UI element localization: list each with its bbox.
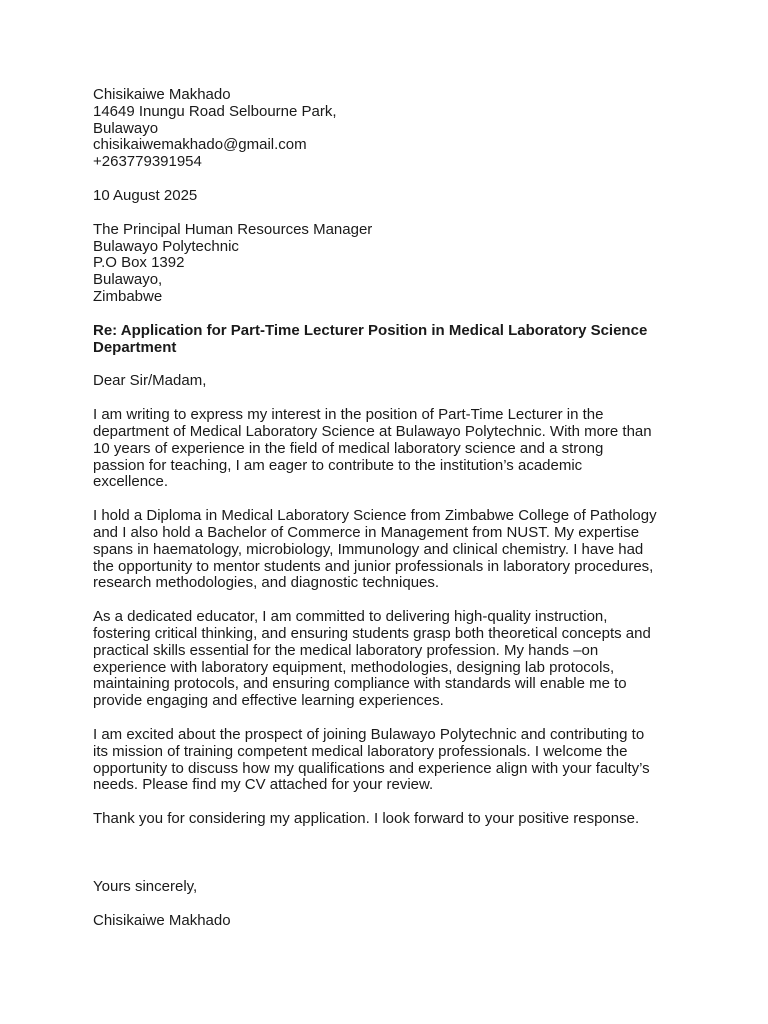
- letter-date-block: [93, 188, 683, 205]
- sender-email: chisikaiwemakhado@gmail.com: [93, 136, 307, 154]
- paragraph-line: maintaining protocols, and ensuring compliance with standards will enable me to: [93, 675, 627, 693]
- sender-address-line2: Bulawayo: [93, 119, 159, 137]
- paragraph-line: practical skills essential for the medical laboratory profession. My hands –on: [93, 641, 599, 659]
- paragraph-line: As a dedicated educator, I am committed to delivering high-quality instruction,: [93, 608, 608, 626]
- paragraph-line: experience with laboratory equipment, methodologies, designing lab protocols,: [93, 658, 615, 676]
- subject-line-1: Re: Application for Part-Time Lecturer Position in Medical Laboratory Science: [93, 321, 648, 339]
- paragraph-line: research methodologies, and diagnostic techniques.: [93, 574, 440, 592]
- paragraph-line: needs. Please find my CV attached for your review.: [93, 776, 434, 794]
- paragraph-line: spans in haematology, microbiology, Immunology and clinical chemistry. I have had: [93, 540, 644, 558]
- closing: Yours sincerely,: [93, 877, 198, 895]
- sender-name: Chisikaiwe Makhado: [93, 86, 231, 103]
- sender-phone: +263779391954: [93, 153, 202, 171]
- paragraph-line: fostering critical thinking, and ensuring students grasp both theoretical concepts and: [93, 624, 651, 642]
- body-paragraph-3: [93, 609, 683, 710]
- letter-date: 10 August 2025: [93, 186, 198, 204]
- paragraph-line: provide engaging and effective learning experiences.: [93, 692, 444, 710]
- paragraph-line: passion for teaching, I am eager to contribute to the institution’s academic: [93, 456, 583, 474]
- sender-address-block: [93, 87, 683, 171]
- recipient-title: The Principal Human Resources Manager: [93, 220, 373, 238]
- sender-address-line1: 14649 Inungu Road Selbourne Park,: [93, 102, 337, 120]
- recipient-city: Bulawayo,: [93, 271, 163, 289]
- paragraph-line: department of Medical Laboratory Science at Bulawayo Polytechnic. With more than: [93, 422, 652, 440]
- recipient-address-block: [93, 222, 683, 306]
- subject-line: [93, 323, 683, 357]
- paragraph-line: 10 years of experience in the field of medical laboratory science and a strong: [93, 439, 604, 457]
- paragraph-line: excellence.: [93, 473, 169, 491]
- body-paragraph-2: [93, 508, 683, 592]
- recipient-country: Zimbabwe: [93, 287, 163, 305]
- recipient-po-box: P.O Box 1392: [93, 254, 185, 272]
- paragraph-line: opportunity to discuss how my qualifications and experience align with your faculty’s: [93, 759, 650, 777]
- recipient-organization: Bulawayo Polytechnic: [93, 237, 239, 255]
- paragraph-line: the opportunity to mentor students and junior professionals in laboratory procedures,: [93, 557, 654, 575]
- signature-block: [93, 913, 683, 930]
- paragraph-line: and I also hold a Bachelor of Commerce in Management from NUST. My expertise: [93, 523, 640, 541]
- body-paragraph-5: [93, 811, 683, 828]
- salutation-block: [93, 373, 683, 390]
- paragraph-line: its mission of training competent medical laboratory professionals. I welcome the: [93, 742, 628, 760]
- paragraph-line: I am excited about the prospect of joining Bulawayo Polytechnic and contributing to: [93, 725, 645, 743]
- body-paragraph-1: [93, 407, 683, 491]
- paragraph-line: I am writing to express my interest in the position of Part-Time Lecturer in the: [93, 406, 604, 424]
- letter-page: [93, 87, 683, 929]
- body-paragraph-4: [93, 727, 683, 794]
- closing-block: [93, 879, 683, 896]
- paragraph-line: I hold a Diploma in Medical Laboratory Science from Zimbabwe College of Pathology: [93, 507, 657, 525]
- salutation: Dear Sir/Madam,: [93, 372, 207, 390]
- signature-name: Chisikaiwe Makhado: [93, 911, 231, 929]
- paragraph-line: Thank you for considering my application. I look forward to your positive response.: [93, 810, 640, 828]
- subject-line-2: Department: [93, 338, 177, 356]
